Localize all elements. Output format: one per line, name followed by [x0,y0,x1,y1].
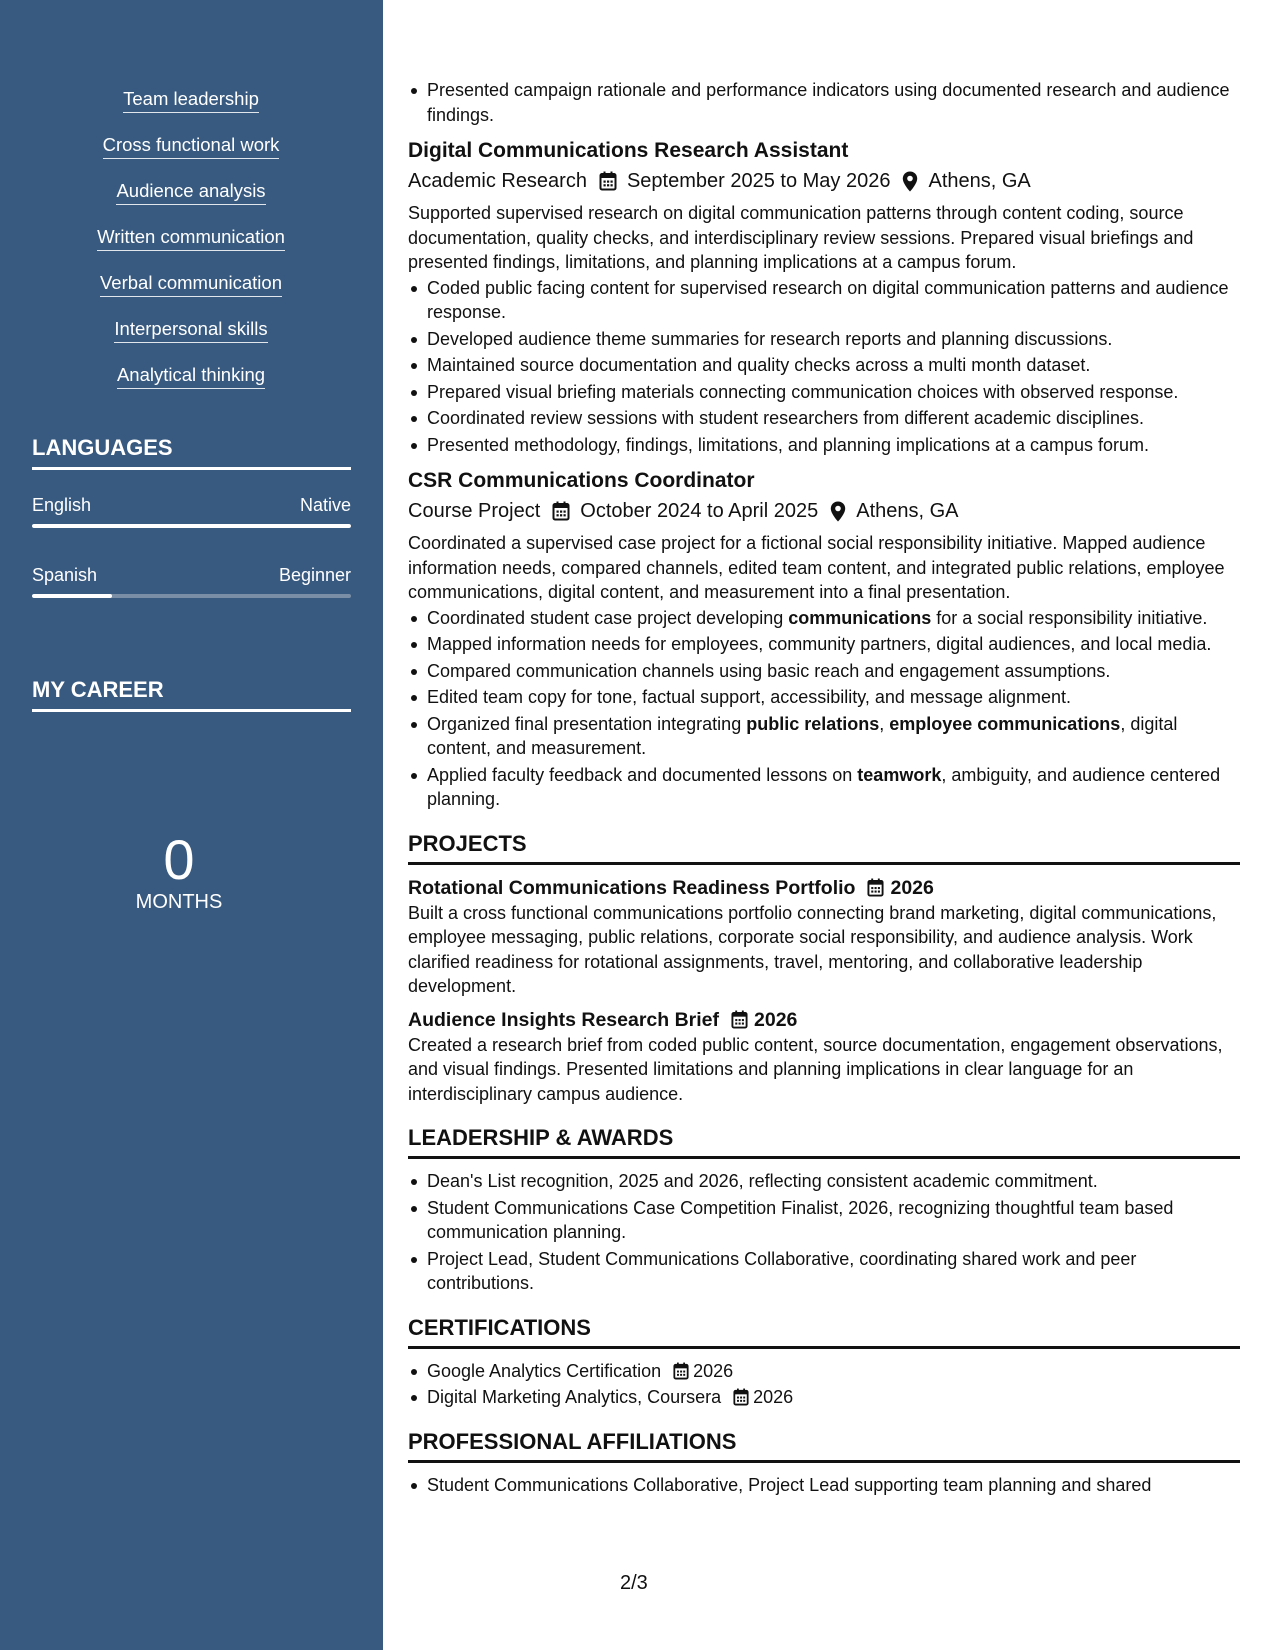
sidebar [0,0,383,1650]
languages-heading: LANGUAGES [32,435,351,470]
job-description: Supported supervised research on digital communication patterns through content coding, source documentation, quality checks, and interdisciplinary review sessions. Prepared visual briefings and presented findings, limitations, and planning implications at a campus forum. [408,203,1194,272]
list-item: Dean's List recognition, 2025 and 2026, reflecting consistent academic commitment. [408,1169,1240,1194]
list-item: Presented methodology, findings, limitations, and planning implications at a campus forum. [408,433,1240,458]
list-item: Compared communication channels using basic reach and engagement assumptions. [408,659,1240,684]
calendar-icon [599,171,617,191]
list-item: Student Communications Collaborative, Project Lead supporting team planning and shared [408,1473,1240,1498]
career-counter [79,830,279,914]
language-proficiency-bar [32,524,351,528]
skills-list [32,88,350,410]
main-content [408,78,1240,1499]
project-entry [408,875,1240,999]
map-pin-icon [830,501,846,522]
list-item: Coordinated student case project developing communications for a social responsibility initiative. [408,606,1240,631]
job-title: Digital Communications Research Assistant [408,139,849,162]
bullet-list [408,1169,1240,1296]
project-title: Audience Insights Research Brief [408,1008,720,1031]
list-item: Project Lead, Student Communications Collaborative, coordinating shared work and peer contributions. [408,1247,1240,1296]
job-entry [408,467,1240,812]
job-meta [408,167,1240,195]
certification-year: 2026 [693,1360,734,1381]
job-location: Athens, GA [928,170,1031,192]
list-item: Mapped information needs for employees, community partners, digital audiences, and local media. [408,632,1240,657]
skill-tag[interactable]: Interpersonal skills [114,318,267,343]
job-entry [408,137,1240,457]
skill-tag[interactable]: Verbal communication [100,272,282,297]
list-item: Coordinated review sessions with student researchers from different academic disciplines. [408,406,1240,431]
project-description: Created a research brief from coded public content, source documentation, engagement observations, and visual findings. Presented limitations and planning implications in clear language for an interdisciplinary campus audience. [408,1034,1223,1104]
page-number: 2/3 [620,1572,648,1594]
job-org: Course Project [408,500,541,522]
map-pin-icon [902,171,918,192]
skill-tag[interactable]: Audience analysis [116,180,265,205]
bullet-list [408,1359,1240,1410]
bullet-list [408,1473,1240,1498]
job-meta [408,497,1240,525]
list-item [408,1385,1240,1410]
list-item: Applied faculty feedback and documented lessons on teamwork, ambiguity, and audience centered planning. [408,763,1240,812]
list-item [408,1359,1240,1384]
language-proficiency-fill [32,594,112,598]
language-item [32,564,351,598]
keyword: communications [788,607,932,628]
job-description: Coordinated a supervised case project for a fictional social responsibility initiative. Mapped audience information needs, compared channels, edited team content, and integrated public relations, employee communications, digital content, and measurement into a final presentation. [408,533,1225,602]
keyword: public relations [746,713,880,734]
keyword: employee communications [889,713,1121,734]
calendar-icon [733,1388,749,1406]
certification-name: Digital Marketing Analytics, Coursera [427,1387,722,1407]
list-item: Maintained source documentation and quality checks across a multi month dataset. [408,353,1240,378]
project-title: Rotational Communications Readiness Portfolio [408,876,856,899]
certifications-heading: CERTIFICATIONS [408,1314,1240,1349]
projects-heading: PROJECTS [408,830,1240,865]
project-year: 2026 [754,1008,798,1031]
project-title-row [408,875,1240,901]
list-item: Edited team copy for tone, factual support, accessibility, and message alignment. [408,685,1240,710]
list-item: Presented campaign rationale and performance indicators using documented research and audience findings. [408,78,1240,127]
skill-tag[interactable]: Analytical thinking [117,364,265,389]
certification-name: Google Analytics Certification [427,1360,662,1381]
job-title: CSR Communications Coordinator [408,469,755,492]
project-entry [408,1007,1240,1107]
language-name: Spanish [32,565,98,585]
affiliations-heading: PROFESSIONAL AFFILIATIONS [408,1428,1240,1463]
list-item: Prepared visual briefing materials connecting communication choices with observed response. [408,380,1240,405]
language-level: Native [299,495,351,515]
list-item: Coded public facing content for supervised research on digital communication patterns and audience response. [408,276,1240,325]
job-dates: October 2024 to April 2025 [580,500,819,522]
list-item: Student Communications Case Competition Finalist, 2026, recognizing thoughtful team based communication planning. [408,1196,1240,1245]
awards-heading: LEADERSHIP & AWARDS [408,1124,1240,1159]
bullet-list [408,78,1240,127]
job-location: Athens, GA [856,500,959,522]
language-item [32,494,351,528]
certification-year: 2026 [753,1387,794,1407]
calendar-icon [552,501,570,521]
calendar-icon [867,878,884,897]
project-year: 2026 [890,876,934,899]
skill-tag[interactable]: Team leadership [123,88,259,113]
project-description: Built a cross functional communications portfolio connecting brand marketing, digital communications, employee messaging, public relations, corporate social responsibility, and audience analysis. Work clarified readiness for rotational assignments, travel, mentoring, and collaborative leadership development. [408,902,1217,996]
list-item: Organized final presentation integrating public relations, employee communications, digital content, and measurement. [408,712,1240,761]
language-level: Beginner [278,565,351,585]
bullet-list [408,276,1240,458]
job-org: Academic Research [408,170,587,192]
calendar-icon [673,1362,689,1380]
career-unit: MONTHS [135,891,223,913]
language-name: English [32,495,92,515]
skill-tag[interactable]: Cross functional work [103,134,280,159]
keyword: teamwork [857,764,942,785]
list-item: Developed audience theme summaries for research reports and planning discussions. [408,327,1240,352]
career-value: 0 [163,828,195,891]
job-dates: September 2025 to May 2026 [626,170,891,192]
career-heading: MY CAREER [32,677,351,712]
bullet-list [408,606,1240,812]
language-proficiency-fill [32,524,351,528]
language-proficiency-bar [32,594,351,598]
project-title-row [408,1007,1240,1033]
calendar-icon [731,1010,748,1029]
skill-tag[interactable]: Written communication [97,226,285,251]
